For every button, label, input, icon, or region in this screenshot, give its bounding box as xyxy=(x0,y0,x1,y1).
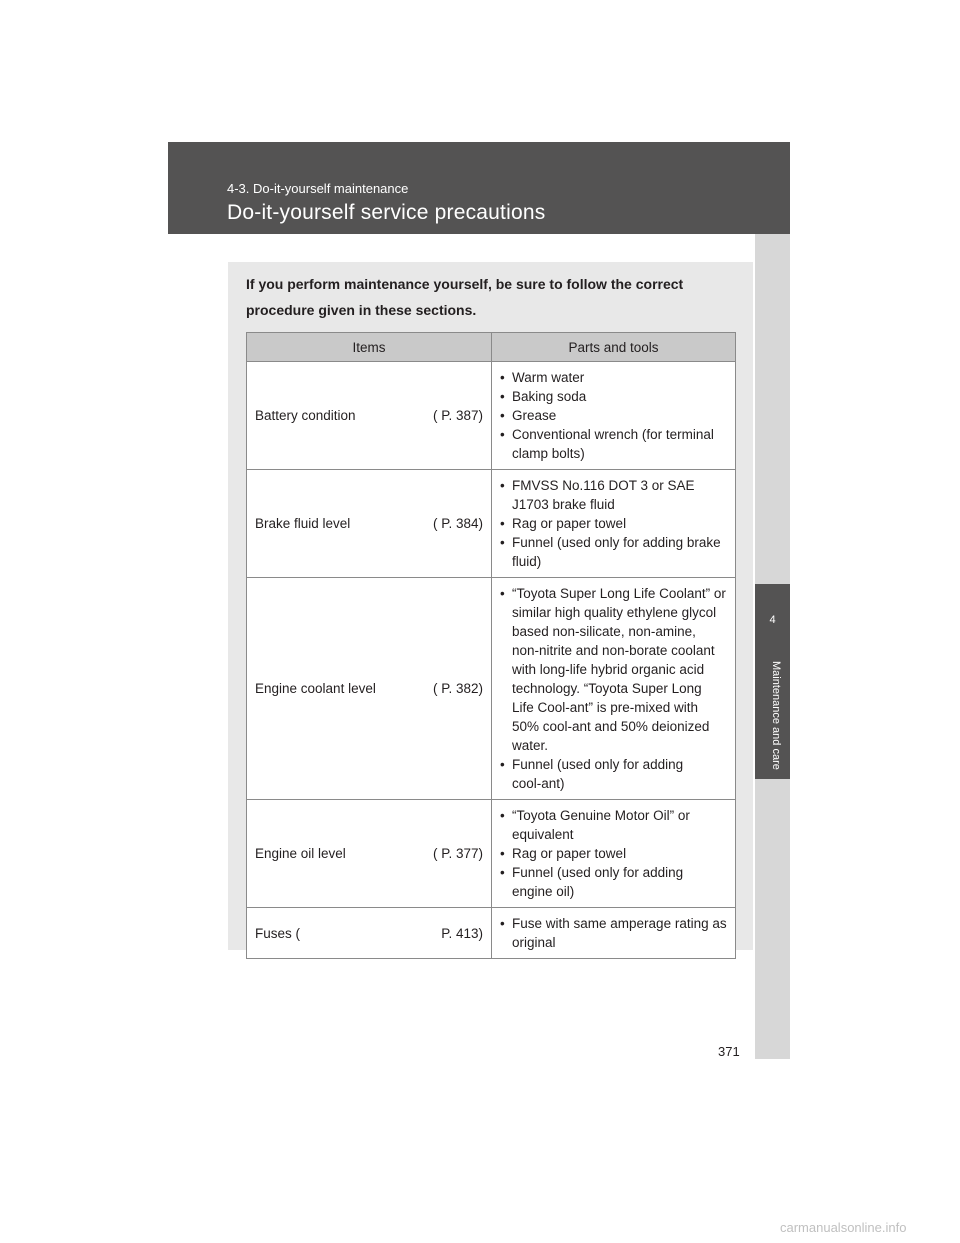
list-item: • Warm water xyxy=(500,368,727,387)
page-ref: ( P. 377) xyxy=(432,846,483,861)
side-bar-bottom xyxy=(755,779,790,1059)
chapter-number: 4 xyxy=(769,614,776,626)
list-item: • Funnel (used only for adding cool‑ant) xyxy=(500,755,727,793)
service-table xyxy=(246,332,736,959)
item-name: Battery condition xyxy=(255,408,356,423)
list-item: • Funnel (used only for adding engine oil) xyxy=(500,863,727,901)
item-name: Engine coolant level xyxy=(255,681,376,696)
parts-cell xyxy=(492,470,736,578)
item-cell xyxy=(247,800,492,908)
header-parts: Parts and tools xyxy=(492,333,736,362)
chapter-label: Maintenance and care xyxy=(770,661,782,770)
list-item: • Baking soda xyxy=(500,387,727,406)
parts-cell xyxy=(492,908,736,959)
table-row xyxy=(247,362,736,470)
intro-text: If you perform maintenance yourself, be sure to follow the correct procedure given in these sections. xyxy=(246,276,684,318)
side-bar-top xyxy=(755,234,790,584)
page-ref: ( P. 387) xyxy=(432,408,483,423)
table-row xyxy=(247,908,736,959)
list-item: • “Toyota Genuine Motor Oil” or equivalent xyxy=(500,806,727,844)
parts-cell xyxy=(492,362,736,470)
list-item: • Conventional wrench (for terminal clamp bolts) xyxy=(500,425,727,463)
page-ref: P. 413) xyxy=(441,925,483,941)
item-cell xyxy=(247,908,492,959)
list-item: • FMVSS No.116 DOT 3 or SAE J1703 brake fluid xyxy=(500,476,727,514)
section-label: 4‑3. Do‑it‑yourself maintenance xyxy=(227,181,409,196)
table-header-row xyxy=(247,333,736,362)
list-item: • Rag or paper towel xyxy=(500,514,727,533)
page-title: Do‑it‑yourself service precautions xyxy=(227,201,546,224)
list-item: • Rag or paper towel xyxy=(500,844,727,863)
table-row xyxy=(247,470,736,578)
page-number: 371 xyxy=(718,1044,740,1059)
table-row xyxy=(247,800,736,908)
header-items: Items xyxy=(247,333,492,362)
item-name: Engine oil level xyxy=(255,846,346,861)
page-ref: ( P. 384) xyxy=(432,516,483,531)
item-cell xyxy=(247,578,492,800)
table-row xyxy=(247,578,736,800)
item-cell xyxy=(247,470,492,578)
list-item: • Fuse with same amperage rating as original xyxy=(500,914,727,952)
item-name: Brake fluid level xyxy=(255,516,351,531)
list-item: • “Toyota Super Long Life Coolant” or similar high quality ethylene glycol based non‑silicate, non‑amine, non‑nitrite and non‑borate coolant with long‑life hybrid organic acid technology. “Toyota Super Long Life Cool‑ant” is pre‑mixed with 50% cool‑ant and 50% deionized water. xyxy=(500,584,727,755)
list-item: • Grease xyxy=(500,406,727,425)
item-cell xyxy=(247,362,492,470)
parts-cell xyxy=(492,578,736,800)
watermark: carmanualsonline.info xyxy=(780,1220,907,1235)
parts-cell xyxy=(492,800,736,908)
item-name: Fuses ( xyxy=(255,925,301,941)
page-ref: ( P. 382) xyxy=(432,681,483,696)
list-item: • Funnel (used only for adding brake fluid) xyxy=(500,533,727,571)
